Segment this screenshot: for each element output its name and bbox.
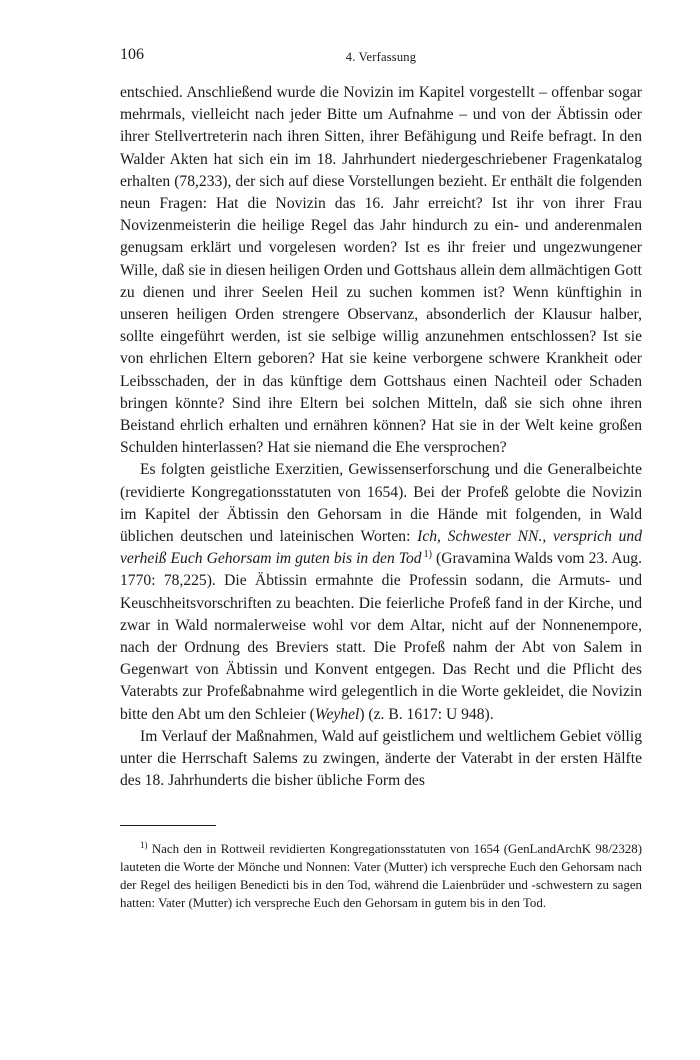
paragraph-1: entschied. Anschließend wurde die Novizin im Kapitel vorgestellt – offenbar sogar mehrmals, vielleicht nach jeder Bitte um Aufnahme – und von der Äbtissin oder ihrer Stellvertreterin nach ihren Sitten, ihrer Befähigung und Reife befragt. In den Walder Akten hat sich ein im 18. Jahrhundert niedergeschriebener Fragenkatalog erhalten (78,233), der sich auf diese Vorstellungen bezieht. Er enthält die folgenden neun Fragen: Hat die Novizin das 16. Jahr erreicht? Ist ihr von ihrer Frau Novizenmeisterin die heilige Regel das Jahr hindurch zu ein- und anderenmalen genugsam erklärt und vorgelesen worden? Ist es ihr freier und ungezwungener Wille, daß sie in diesen heiligen Orden und Gottshaus allein dem allmächtigen Gott zu dienen und ihrer Seelen Heil zu suchen kommen ist? Wenn künftighin in unseren heiligen Orden strengere Observanz, absonderlich der Klausur halber, sollte eingeführt werden, ist sie selbige willig anzunehmen entschlossen? Ist sie von ehrlichen Eltern geboren? Hat sie keine verborgene schwere Krankheit oder Leibsschaden, der in das künftige dem Gottshaus einen Nachteil oder Schaden bringen könnte? Sind ihre Eltern bei solchen Mitteln, daß sie sich ohne ihren Beistand ehrlich erhalten und ernähren können? Hat sie in der Welt keine großen Schulden hinterlassen? Hat sie niemand die Ehe versprochen? (120, 84, 642, 457)
footnote-marker: 1) (140, 839, 148, 850)
footnote-reference-marker: 1) (423, 549, 432, 561)
chapter-title: 4. Verfassung (345, 50, 417, 64)
footnote-divider (120, 825, 216, 826)
weyhel-term: Weyhel (314, 705, 360, 723)
running-head (120, 40, 642, 66)
paragraph-2-text-a: Es folgten geistliche Exerzitien, Gewissenserforschung und die Generalbeichte (revidierte Kongregationsstatuten von 1654). Bei der Profeß gelobte die Novizin im Kapitel der Äbtissin den Gehorsam in die Hände mit folgenden, in Wald üblichen deutschen und lateinischen Worten: (120, 461, 642, 546)
profess-formula-quote: Ich, Schwester NN., versprich und verheiß Euch Gehorsam im guten bis in den Tod (120, 528, 642, 568)
page-number: 106 (120, 46, 144, 63)
paragraph-2-text-c: ) (z. B. 1617: U 948). (359, 705, 494, 723)
footnote-text: Nach den in Rottweil revidierten Kongregationsstatuten von 1654 (GenLandArchK 98/2328) lauteten die Worte der Mönche und Nonnen: Vater (Mutter) ich verspreche Euch den Gehorsam nach der Regel des heiligen Benedicti bis in den Tod, während die Laienbrüder und -schwestern zu sagen hatten: Vater (Mutter) ich verspreche Euch den Gehorsam in gutem bis in den Tod. (120, 841, 642, 911)
paragraph-2-text-b: (Gravamina Walds vom 23. Aug. 1770: 78,225). Die Äbtissin ermahnte die Professin sodann, die Armuts- und Keuschheitsvorschriften zu beachten. Die feierliche Profeß fand in der Kirche, und zwar in Wald normalerweise wohl vor dem Altar, nicht auf der Nonnenempore, nach der Ordnung des Breviers statt. Die Profeß nahm der Abt von Salem in Gegenwart von Äbtissin und Konvent entgegen. Das Recht und die Pflicht des Vaterabts zur Profeßabnahme wird gelegentlich in die Worte gekleidet, die Novizin bitte den Abt um den Schleier ( (120, 550, 642, 723)
footnote-reference (422, 549, 432, 560)
paragraph-3: Im Verlauf der Maßnahmen, Wald auf geistlichem und weltlichem Gebiet völlig unter die Herrschaft Salems zu zwingen, änderte der Vaterabt in der ersten Hälfte des 18. Jahrhunderts die bisher übliche Form des (120, 727, 642, 790)
paragraph-2 (120, 459, 642, 725)
body-text (120, 82, 642, 793)
book-page (120, 40, 642, 912)
footnote (120, 840, 642, 913)
